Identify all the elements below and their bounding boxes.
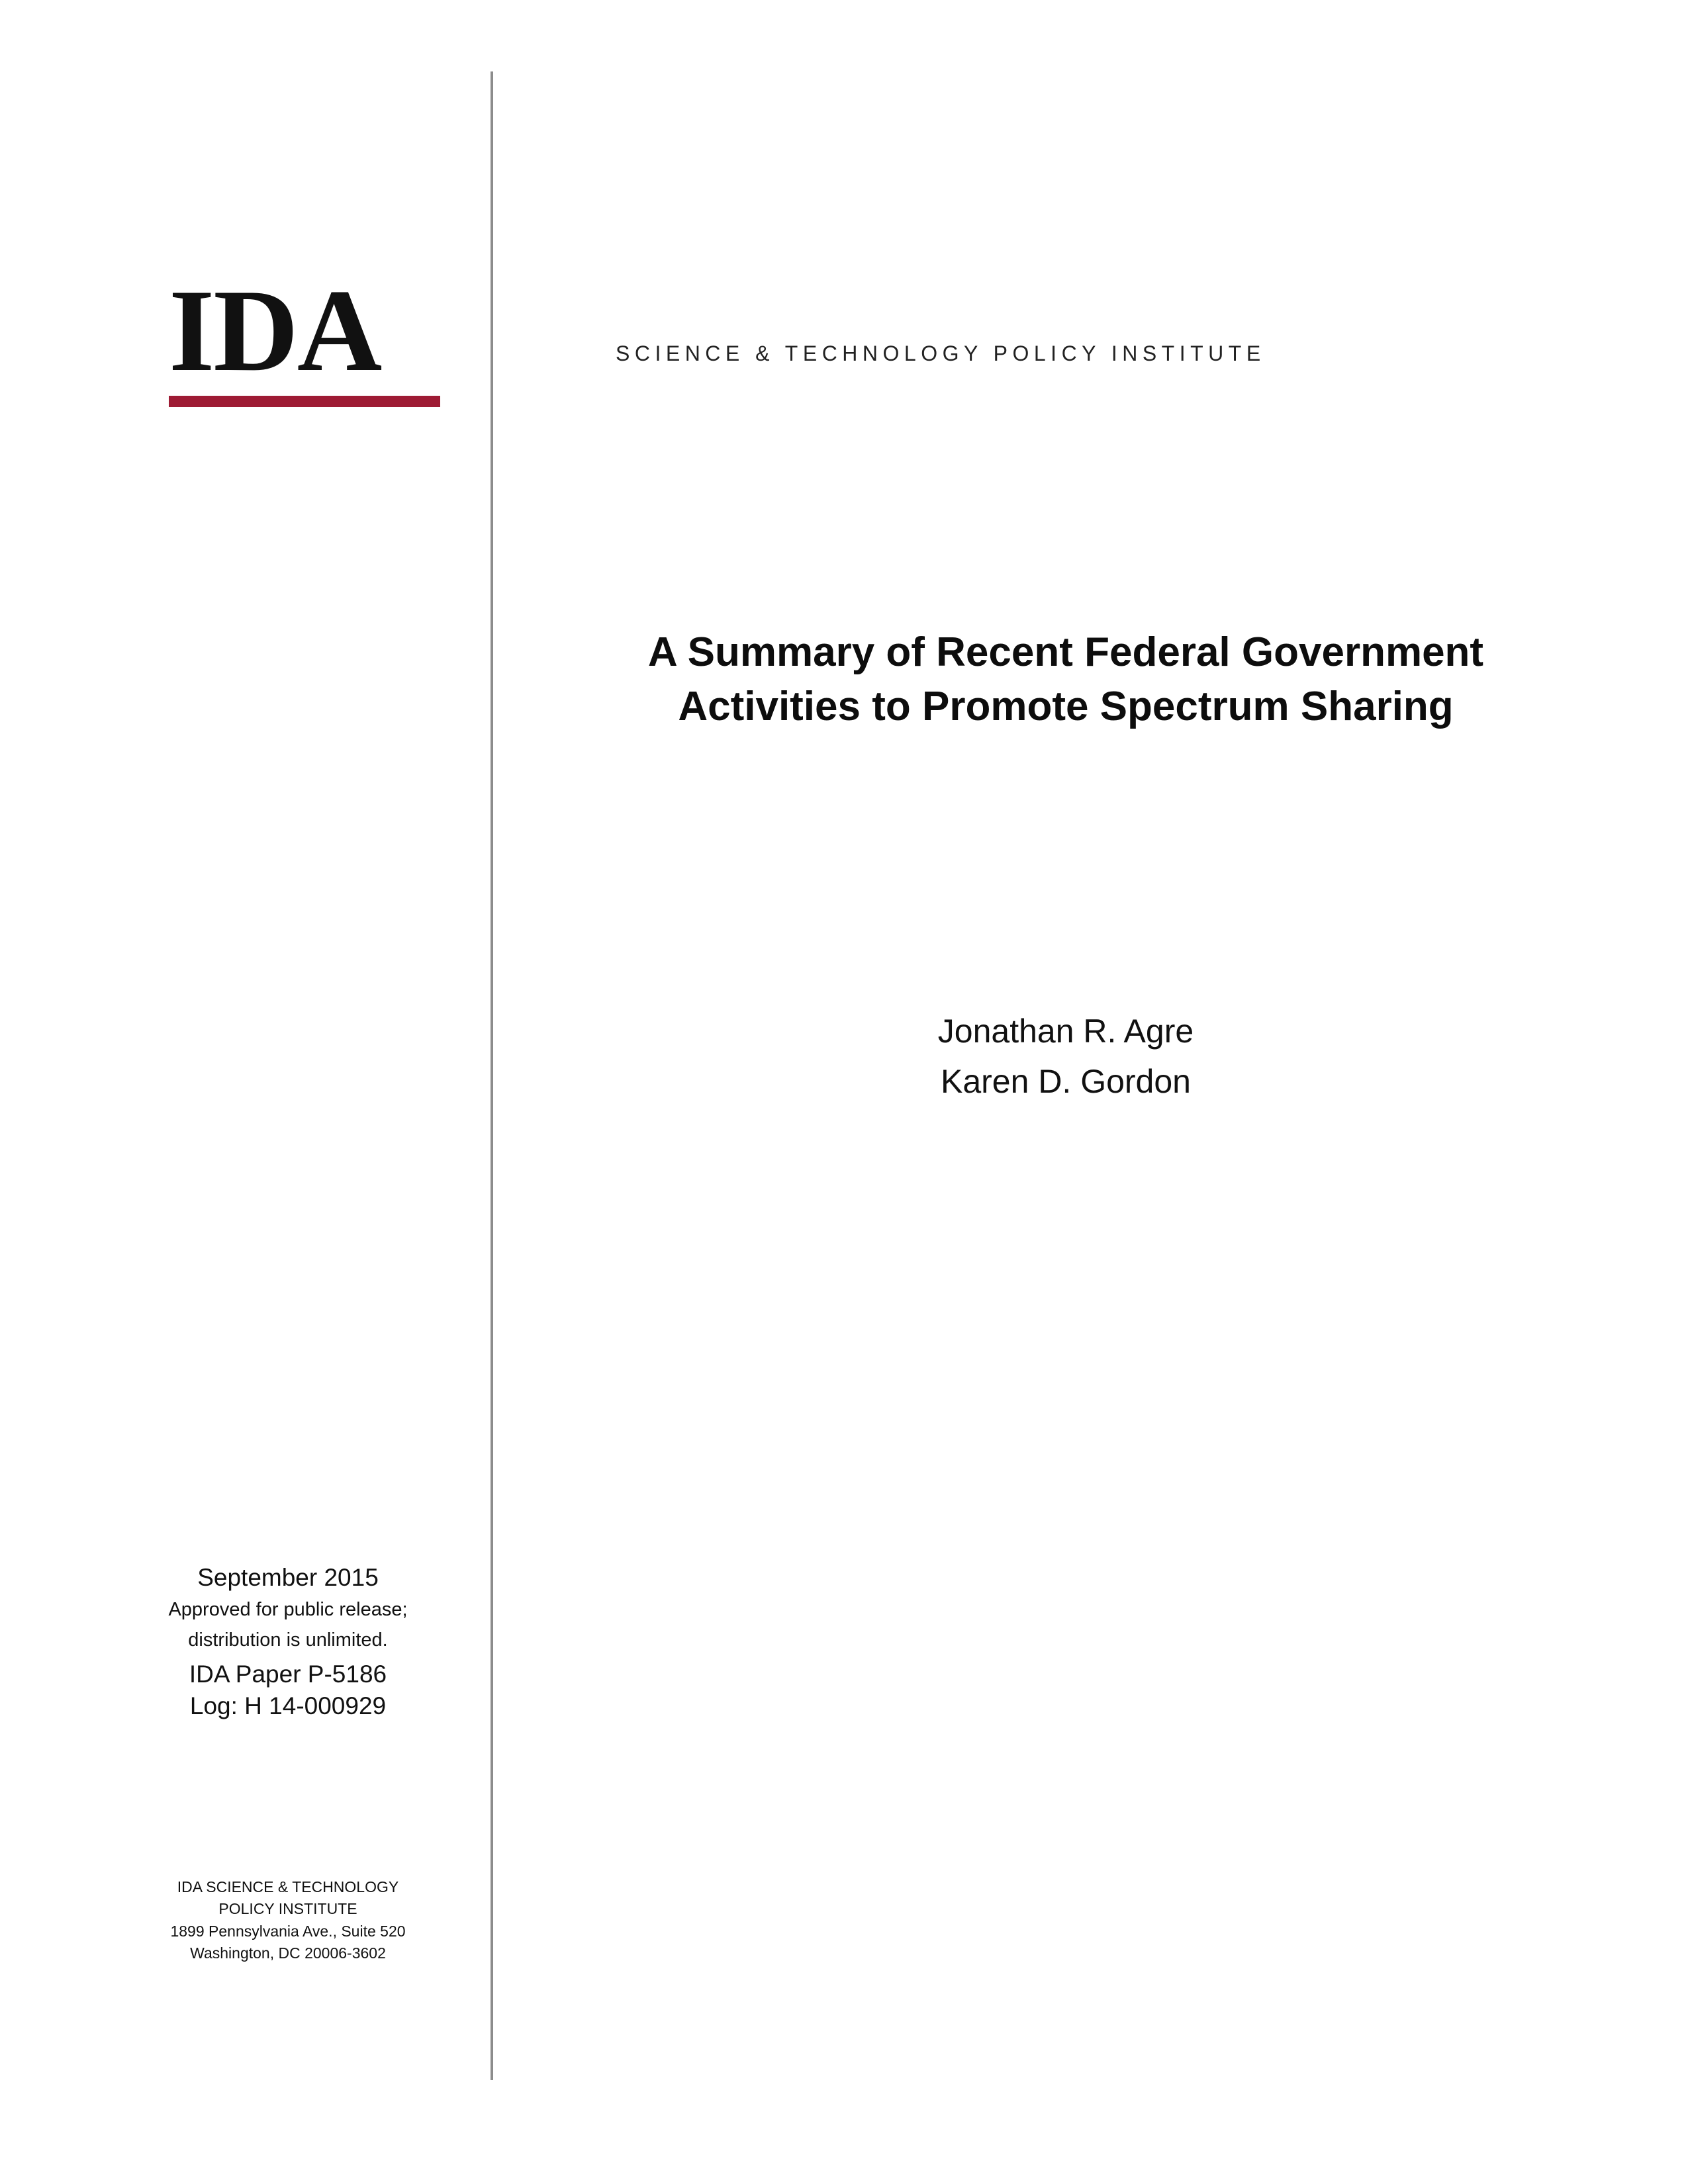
- ida-logo: [162, 265, 447, 407]
- institute-address: [126, 1876, 450, 1964]
- ida-wordmark: IDA: [169, 265, 381, 396]
- page-title: [530, 625, 1602, 734]
- author-name: Jonathan R. Agre: [937, 1013, 1194, 1050]
- author-list: [530, 1006, 1602, 1107]
- vertical-divider: [491, 71, 493, 2080]
- address-line-1: IDA SCIENCE & TECHNOLOGY: [177, 1878, 399, 1895]
- publication-date: September 2015: [197, 1564, 379, 1591]
- distribution-statement-line-2: distribution is unlimited.: [188, 1629, 388, 1651]
- address-line-3: 1899 Pennsylvania Ave., Suite 520: [170, 1922, 406, 1940]
- document-title-line-2: Activities to Promote Spectrum Sharing: [678, 683, 1454, 729]
- distribution-statement-line-1: Approved for public release;: [168, 1599, 408, 1621]
- author-name: Karen D. Gordon: [941, 1063, 1191, 1100]
- institute-name: SCIENCE & TECHNOLOGY POLICY INSTITUTE: [616, 341, 1266, 365]
- logo-underline-rule: [169, 396, 440, 407]
- log-number: Log: H 14-000929: [189, 1692, 387, 1719]
- document-title-line-1: A Summary of Recent Federal Government: [647, 629, 1484, 675]
- address-line-2: POLICY INSTITUTE: [218, 1900, 357, 1918]
- document-title: [530, 625, 1602, 734]
- publication-info: [126, 1562, 450, 1722]
- paper-number: IDA Paper P-5186: [189, 1660, 387, 1688]
- address-line-4: Washington, DC 20006-3602: [190, 1944, 386, 1962]
